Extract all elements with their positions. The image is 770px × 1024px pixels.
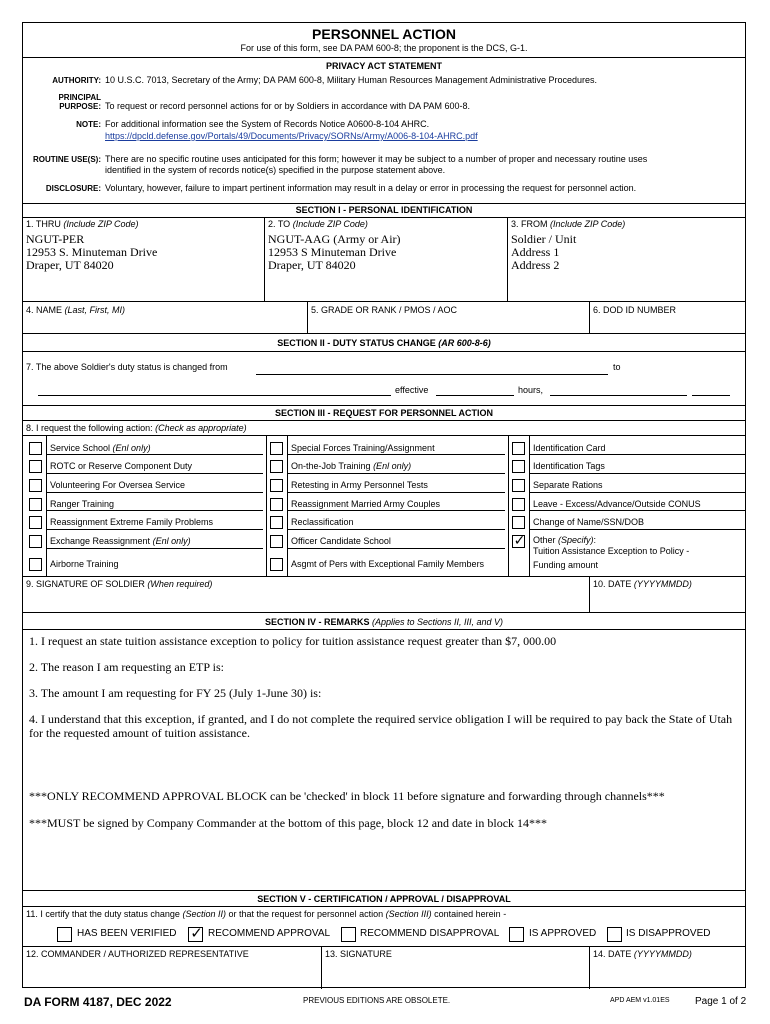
checkbox-separate-rations[interactable]: [512, 479, 525, 492]
option-id-tags: Identification Tags: [533, 461, 605, 471]
authority-label: AUTHORITY:: [52, 76, 101, 85]
option-ojt: On-the-Job Training (Enl only): [291, 461, 412, 471]
disclosure-text: Voluntary, however, failure to impart pertinent information may result in a delay or error in processing the request for personnel action.: [105, 183, 637, 193]
checkbox-oversea[interactable]: [29, 479, 42, 492]
checkbox-exchange[interactable]: [29, 535, 42, 548]
name-field[interactable]: 4. NAME (Last, First, MI): [26, 305, 126, 315]
checkbox-retesting[interactable]: [270, 479, 283, 492]
effective-date-input[interactable]: [436, 395, 514, 396]
option-exchange: Exchange Reassignment (Enl only): [50, 536, 191, 546]
option-retesting: Retesting in Army Personnel Tests: [291, 480, 428, 490]
form-title: PERSONNEL ACTION: [312, 26, 456, 42]
to-line-2: 12953 S Minuteman Drive: [268, 245, 397, 259]
option-id-card: Identification Card: [533, 443, 606, 453]
extra-input[interactable]: [692, 395, 730, 396]
note-label: NOTE:: [76, 120, 101, 129]
remark-1: 1. I request an state tuition assistance exception to policy for tuition assistance request greater than $7, 000.00: [29, 634, 557, 648]
checkbox-leave[interactable]: [512, 498, 525, 511]
option-reclassification: Reclassification: [291, 517, 354, 527]
purpose-label-1: PRINCIPAL: [58, 93, 101, 102]
purpose-text: To request or record personnel actions for or by Soldiers in accordance with DA PAM 600-8.: [105, 101, 471, 111]
effective-word: effective: [395, 385, 429, 395]
remark-4: 4. I understand that this exception, if granted, and I do not complete the required service obligation I will be required to pay back the State of Utah for the requested amount of tuition assistance.: [29, 712, 733, 740]
option-separate-rations: Separate Rations: [533, 480, 603, 490]
checkbox-airborne[interactable]: [29, 558, 42, 571]
form-subtitle: For use of this form, see DA PAM 600-8; the proponent is the DCS, G-1.: [240, 43, 528, 53]
checkbox-recommend-disapproval[interactable]: [341, 927, 356, 942]
thru-line-3: Draper, UT 84020: [26, 258, 114, 272]
privacy-heading: PRIVACY ACT STATEMENT: [325, 61, 442, 71]
section-3-heading: SECTION III - REQUEST FOR PERSONNEL ACTION: [274, 408, 494, 418]
from-line-3: Address 2: [511, 258, 560, 272]
from-line-1: Soldier / Unit: [511, 232, 577, 246]
form-id: DA FORM 4187, DEC 2022: [24, 995, 172, 1009]
personnel-action-form: [22, 22, 746, 988]
to-word: to: [613, 362, 621, 372]
disclosure-label: DISCLOSURE:: [45, 184, 101, 193]
option-disapproved: IS DISAPPROVED: [626, 928, 711, 939]
option-other: Other (Specify):: [533, 535, 597, 545]
option-change-name: Change of Name/SSN/DOB: [533, 517, 645, 527]
option-reassign-family: Reassignment Extreme Family Problems: [50, 517, 214, 527]
commander-field[interactable]: 12. COMMANDER / AUTHORIZED REPRESENTATIVE: [26, 949, 249, 959]
checkbox-change-name[interactable]: [512, 516, 525, 529]
purpose-label-2: PURPOSE:: [59, 102, 101, 111]
option-ranger: Ranger Training: [50, 499, 115, 509]
obsolete-notice: PREVIOUS EDITIONS ARE OBSOLETE.: [303, 996, 451, 1005]
checkmark-icon: ✓: [190, 924, 203, 942]
other-value-line-1[interactable]: Tuition Assistance Exception to Policy -: [533, 546, 690, 556]
routine-label: ROUTINE USE(S):: [33, 155, 101, 164]
checkbox-id-tags[interactable]: [512, 460, 525, 473]
version-label: APD AEM v1.01ES: [610, 997, 670, 1004]
checkbox-ocs[interactable]: [270, 535, 283, 548]
checkbox-ranger[interactable]: [29, 498, 42, 511]
certify-text: 11. I certify that the duty status change (Section II) or that the request for personnel action (Section III) contained herein -: [26, 909, 507, 919]
commander-signature-field[interactable]: 13. SIGNATURE: [325, 949, 392, 959]
option-married-couples: Reassignment Married Army Couples: [291, 499, 441, 509]
section-1-heading: SECTION I - PERSONAL IDENTIFICATION: [295, 205, 473, 215]
from-field-label: 3. FROM (Include ZIP Code): [511, 219, 626, 229]
checkbox-exceptional-family[interactable]: [270, 558, 283, 571]
soldier-signature-field[interactable]: 9. SIGNATURE OF SOLDIER (When required): [26, 579, 213, 589]
authority-text: 10 U.S.C. 7013, Secretary of the Army; DA PAM 600-8, Military Human Resources Management Administrative Procedures.: [105, 75, 598, 85]
option-rotc: ROTC or Reserve Component Duty: [50, 461, 193, 471]
hours-word: hours,: [518, 385, 544, 395]
checkbox-reassign-family[interactable]: [29, 516, 42, 529]
remark-3: 3. The amount I am requesting for FY 25 (July 1-June 30) is:: [29, 686, 322, 700]
option-airborne: Airborne Training: [50, 559, 119, 569]
checkbox-married-couples[interactable]: [270, 498, 283, 511]
remark-5: ***ONLY RECOMMEND APPROVAL BLOCK can be 'checked' in block 11 before signature and forwarding through channels***: [29, 789, 665, 803]
checkbox-special-forces[interactable]: [270, 442, 283, 455]
option-service-school: Service School (Enl only): [50, 443, 151, 453]
duty-status-text: 7. The above Soldier's duty status is changed from: [26, 362, 228, 372]
routine-text-1: There are no specific routine uses anticipated for this form; however it may be subject to a number of proper and necessary routine uses: [105, 154, 648, 164]
hours-input[interactable]: [550, 395, 687, 396]
section-5-heading: SECTION V - CERTIFICATION / APPROVAL / DISAPPROVAL: [257, 894, 511, 904]
thru-line-1: NGUT-PER: [26, 232, 85, 246]
from-line-2: Address 1: [511, 245, 560, 259]
to-address[interactable]: [268, 233, 401, 272]
option-ocs: Officer Candidate School: [291, 536, 391, 546]
option-oversea: Volunteering For Oversea Service: [50, 480, 186, 490]
checkbox-reclassification[interactable]: [270, 516, 283, 529]
thru-line-2: 12953 S. Minuteman Drive: [26, 245, 158, 259]
routine-text-2: identified in the system of records notice(s) specified in the purpose statement above.: [105, 165, 446, 175]
remark-2: 2. The reason I am requesting an ETP is:: [29, 660, 224, 674]
to-field-label: 2. TO (Include ZIP Code): [268, 219, 368, 229]
section-4-heading: SECTION IV - REMARKS (Applies to Sections II, III, and V): [264, 617, 504, 627]
option-exceptional-family: Asgmt of Pers with Exceptional Family Members: [291, 559, 485, 569]
checkbox-recommend-approval[interactable]: [188, 924, 203, 942]
to-line-3: Draper, UT 84020: [268, 258, 356, 272]
remark-6: ***MUST be signed by Company Commander at the bottom of this page, block 12 and date in block 14***: [29, 816, 548, 830]
option-approved: IS APPROVED: [529, 928, 597, 939]
checkbox-id-card[interactable]: [512, 442, 525, 455]
option-special-forces: Special Forces Training/Assignment: [291, 443, 435, 453]
to-line-1: NGUT-AAG (Army or Air): [268, 232, 401, 246]
status-to-input[interactable]: [38, 395, 391, 396]
grade-field[interactable]: 5. GRADE OR RANK / PMOS / AOC: [311, 305, 458, 315]
option-verified: HAS BEEN VERIFIED: [77, 928, 177, 939]
checkbox-service-school[interactable]: [29, 442, 42, 455]
from-address[interactable]: [511, 233, 576, 272]
section-2-heading: SECTION II - DUTY STATUS CHANGE (AR 600-8-6): [277, 338, 491, 348]
note-text: For additional information see the System of Records Notice A0600-8-104 AHRC.: [105, 119, 430, 129]
option-recommend-approval: RECOMMEND APPROVAL: [208, 928, 331, 939]
page-number: Page 1 of 2: [695, 996, 747, 1007]
thru-field-label: 1. THRU (Include ZIP Code): [26, 219, 139, 229]
sorn-link[interactable]: https://dpcld.defense.gov/Portals/49/Documents/Privacy/SORNs/Army/A006-8-104-AHRC.pdf: [105, 131, 478, 141]
option-recommend-disapproval: RECOMMEND DISAPPROVAL: [360, 928, 500, 939]
checkbox-approved[interactable]: [509, 927, 524, 942]
status-from-input[interactable]: [256, 374, 608, 375]
checkbox-other[interactable]: [512, 535, 525, 548]
checkbox-verified[interactable]: [57, 927, 72, 942]
other-value-line-2[interactable]: Funding amount: [533, 560, 599, 570]
request-intro: 8. I request the following action: (Check as appropriate): [26, 423, 247, 433]
approval-date-field[interactable]: 14. DATE (YYYYMMDD): [593, 949, 692, 959]
thru-address[interactable]: [26, 233, 157, 272]
request-date-field[interactable]: 10. DATE (YYYYMMDD): [593, 579, 692, 589]
checkbox-rotc[interactable]: [29, 460, 42, 473]
option-leave: Leave - Excess/Advance/Outside CONUS: [533, 499, 701, 509]
dodid-field[interactable]: 6. DOD ID NUMBER: [593, 305, 677, 315]
checkbox-disapproved[interactable]: [607, 927, 622, 942]
checkbox-ojt[interactable]: [270, 460, 283, 473]
checkmark-icon: ✓: [513, 533, 526, 549]
